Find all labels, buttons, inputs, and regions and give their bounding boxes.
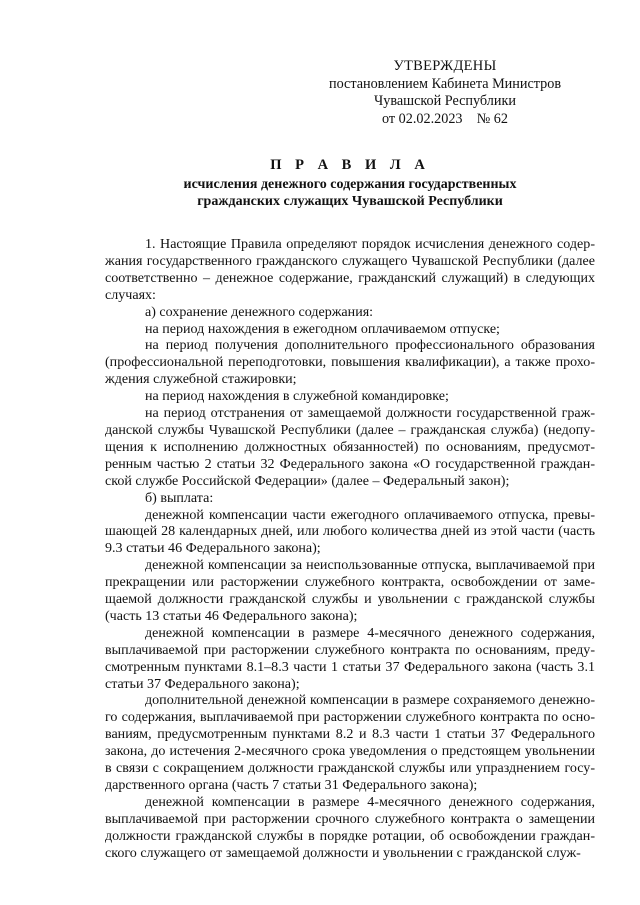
- paragraph-4: на период получения дополнительного профессионального образования (профессиональной переподготовки, повышения квалификации), а также прохождения служебной стажировки;: [105, 337, 595, 388]
- paragraph-3: на период нахождения в ежегодном оплачиваемом отпуске;: [145, 320, 500, 337]
- paragraph-1: 1. Настоящие Правила определяют порядок исчисления денежного содержания государственного гражданского служащего Чувашской Республики (далее соответственно – денежное содержание, гражданский служащий) в следующих случаях:: [105, 236, 595, 303]
- document-title: П Р А В И Л А: [270, 157, 430, 173]
- paragraph-11: дополнительной денежной компенсации в размере сохраняемого денежного содержания, выплачиваемой при расторжении служебного контракта по основаниям, предусмотренным пунктами 8.2 и 8.3 части 1 статьи 37 Федерального закона, до истечения 2-месячного срока уведомления о предстоящем увольнении в связи с сокращением должности гражданской службы или упразднением государственного органа (часть 7 статьи 31 Федерального закона);: [105, 692, 595, 793]
- document-body: [105, 236, 595, 862]
- approval-stamp: [300, 58, 590, 128]
- approval-line-date-number: от 02.02.2023 № 62: [382, 110, 508, 127]
- paragraph-2: а) сохранение денежного содержания:: [145, 303, 374, 320]
- paragraph-8: денежной компенсации части ежегодного оплачиваемого отпуска, превышающей 28 календарных дней, или любого количества дней из этой части (часть 9.3 статьи 46 Федерального закона);: [105, 506, 595, 557]
- document-subtitle-line-1: исчисления денежного содержания государственных: [183, 177, 517, 192]
- paragraph-6: на период отстранения от замещаемой должности государственной гражданской службы Чувашской Республики (далее – гражданская служба) (недопущения к исполнению должностных обязанностей) по основаниям, предусмотренным частью 2 статьи 32 Федерального закона «О государственной гражданской службе Российской Федерации» (далее – Федеральный закон);: [105, 405, 595, 489]
- approval-line-issuer: постановлением Кабинета Министров: [328, 75, 562, 92]
- paragraph-5: на период нахождения в служебной командировке;: [145, 388, 449, 405]
- paragraph-9: денежной компенсации за неиспользованные отпуска, выплачиваемой при прекращении или расторжении служебного контракта, освобождении от замещаемой должности гражданской службы и увольнении с гражданской службы (часть 13 статьи 46 Федерального закона);: [105, 557, 595, 624]
- document-subtitle-line-2: гражданских служащих Чувашской Республики: [197, 193, 503, 209]
- approval-line-republic: Чувашской Республики: [374, 93, 516, 109]
- document-title-block: [100, 157, 600, 210]
- paragraph-10: денежной компенсации в размере 4-месячного денежного содержания, выплачиваемой при расторжении служебного контракта по основаниям, предусмотренным пунктами 8.1–8.3 части 1 статьи 37 Федерального закона (часть 3.1 статьи 37 Федерального закона);: [105, 624, 595, 692]
- paragraph-7: б) выплата:: [145, 489, 214, 506]
- paragraph-12: денежной компенсации в размере 4-месячного денежного содержания, выплачиваемой при расторжении срочного служебного контракта о замещении должности гражданской службы в порядке ротации, об освобождении гражданского служащего от замещаемой должности и увольнении с гражданской служ-: [105, 793, 595, 861]
- approval-heading: УТВЕРЖДЕНЫ: [393, 58, 497, 74]
